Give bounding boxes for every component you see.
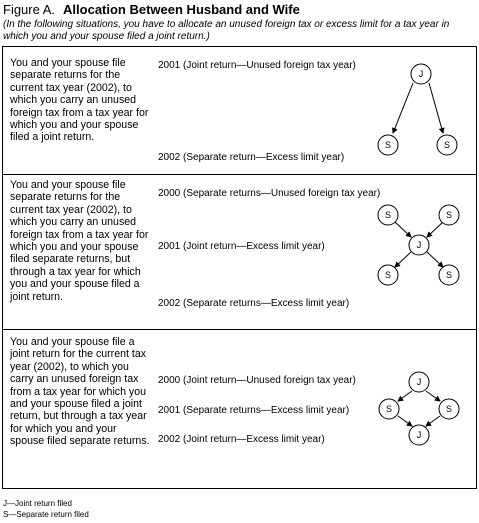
- arrow-s-to-j-left: [398, 416, 412, 426]
- node-joint: [409, 425, 429, 445]
- arrow-j-to-s-right: [429, 83, 443, 133]
- svg-text:J: J: [416, 430, 422, 440]
- section-2-description: You and your spouse file separate returns for the current tax year (2002), to which you carry an unused foreign tax from a tax year for which you and your spouse filed separate returns, but through a tax year for which you and your spouse filed a joint return.: [10, 179, 149, 303]
- arrow-s-to-j-right: [427, 222, 443, 237]
- node-joint: [411, 64, 431, 84]
- arrow-j-to-s-left: [398, 391, 412, 401]
- legend-joint: J—Joint return filed: [3, 499, 72, 508]
- section-1-diagram: [3, 47, 478, 175]
- section-2-diagram: [3, 175, 478, 330]
- section-3-year-1: 2000 (Joint return—Unused foreign tax year): [158, 375, 356, 386]
- svg-text:S: S: [385, 404, 393, 414]
- section-1-year-2: 2002 (Separate return—Excess limit year): [158, 152, 345, 163]
- node-separate: [439, 399, 459, 419]
- section-2-year-1: 2000 (Separate returns—Unused foreign tax year): [158, 188, 381, 199]
- node-separate: [378, 135, 398, 155]
- svg-text:S: S: [384, 210, 392, 220]
- svg-text:J: J: [416, 377, 422, 387]
- arrow-j-to-s-left: [393, 83, 413, 133]
- section-3: [3, 330, 476, 487]
- svg-text:S: S: [445, 404, 453, 414]
- legend-separate: S—Separate return filed: [3, 510, 89, 519]
- section-3-description: You and your spouse file a joint return for the current tax year (2002), to which you carry an unused foreign tax from a tax year for which you and your spouse filed a joint return, but through a tax year for which you and your spouse filed separate returns.: [10, 336, 150, 448]
- node-joint: [409, 235, 429, 255]
- section-3-diagram: [3, 330, 478, 487]
- section-2: [3, 175, 476, 330]
- figure-heading: [3, 2, 300, 17]
- node-separate: [439, 205, 459, 225]
- svg-text:S: S: [384, 140, 392, 150]
- svg-text:S: S: [384, 270, 392, 280]
- svg-text:S: S: [445, 270, 453, 280]
- section-1: [3, 47, 476, 175]
- svg-text:J: J: [418, 69, 424, 79]
- svg-text:J: J: [416, 240, 422, 250]
- node-separate: [437, 135, 457, 155]
- node-separate: [378, 205, 398, 225]
- node-separate: [379, 399, 399, 419]
- arrow-s-to-j-right: [426, 416, 440, 426]
- figure-note: (In the following situations, you have to allocate an unused foreign tax or excess limit for a tax year in which you and your spouse filed a joint return.): [3, 19, 450, 42]
- section-1-year-1: 2001 (Joint return—Unused foreign tax year): [158, 60, 356, 71]
- node-separate: [378, 265, 398, 285]
- allocation-table: [2, 46, 477, 489]
- node-separate: [439, 265, 459, 285]
- figure-title: Allocation Between Husband and Wife: [63, 2, 300, 17]
- arrow-j-to-s-right: [426, 391, 440, 401]
- section-3-year-2: 2001 (Separate returns—Excess limit year): [158, 405, 350, 416]
- section-1-description: You and your spouse file separate returns for the current tax year (2002), to which you carry an unused foreign tax from a tax year for which you and your spouse filed a joint return.: [10, 57, 149, 144]
- arrow-j-to-s-left: [395, 252, 411, 267]
- arrow-s-to-j-left: [395, 222, 411, 237]
- svg-text:S: S: [443, 140, 451, 150]
- node-joint: [409, 372, 429, 392]
- figure-label: Figure A.: [3, 2, 56, 17]
- section-3-year-3: 2002 (Joint return—Excess limit year): [158, 434, 325, 445]
- section-2-year-2: 2001 (Joint return—Excess limit year): [158, 241, 325, 252]
- arrow-j-to-s-right: [427, 252, 443, 267]
- section-2-year-3: 2002 (Separate returns—Excess limit year): [158, 298, 350, 309]
- svg-text:S: S: [445, 210, 453, 220]
